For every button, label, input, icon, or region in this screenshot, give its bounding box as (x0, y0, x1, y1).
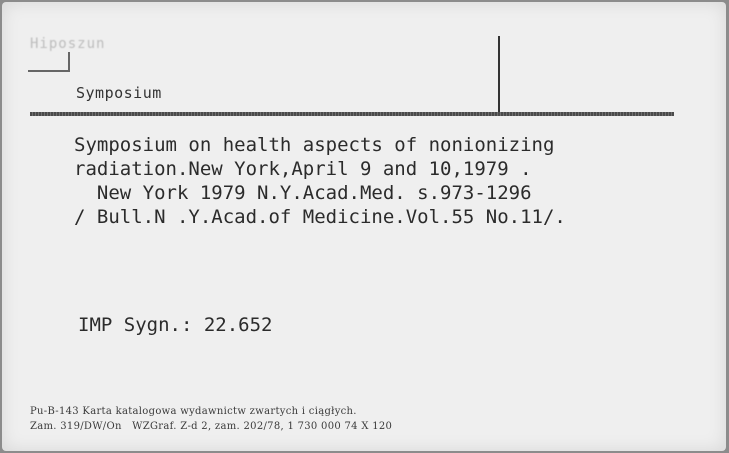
vertical-divider (498, 36, 500, 112)
horizontal-rule (30, 112, 674, 116)
heading-bracket (28, 52, 70, 72)
description-line: / Bull.N .Y.Acad.of Medicine.Vol.55 No.11/. (74, 206, 566, 228)
description-line: New York 1979 N.Y.Acad.Med. s.973-1296 (74, 182, 532, 204)
description-line: radiation.New York,April 9 and 10,1979 . (74, 158, 532, 180)
bibliographic-description (74, 133, 694, 229)
faded-heading: Hiposzun (30, 36, 106, 52)
description-line: Symposium on health aspects of nonionizing (74, 134, 555, 156)
card-footer (30, 404, 392, 434)
footer-line: Pu-B-143 Karta katalogowa wydawnictw zwartych i ciągłych. (30, 406, 357, 417)
catalog-card (2, 2, 726, 451)
subject-heading: Symposium (76, 84, 162, 102)
footer-line: Zam. 319/DW/On WZGraf. Z-d 2, zam. 202/78, 1 730 000 74 X 120 (30, 421, 393, 432)
shelf-mark: IMP Sygn.: 22.652 (78, 314, 273, 336)
